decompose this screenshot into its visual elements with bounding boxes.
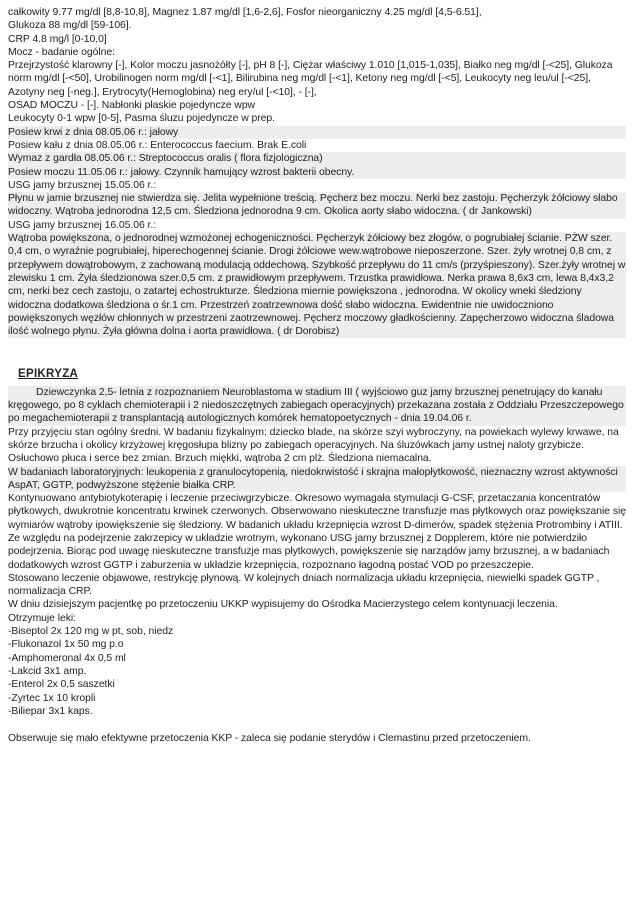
- epikryza-para-treatment: Kontynuowano antybiotykoterapię i leczenie przeciwgrzybicze. Okresowo wymagała stymulacji G-CSF, przetaczania koncentratów płytkowych, dwukrotnie koncentratu krwinek czerwonych. Obserwowano nieskuteczne transfuzje mas płytkowych oraz powiększanie się wymiarów wątroby ipowiększenie się śledziony. W badanich układu krzepnięcia wzrost D-dimerów, spadek stężenia Protrombiny i ATIII. Ze względu na podejrzenie zakrzepicy w układzie wrotnym, wykonano USG jamy brzusznej z Dopplerem, które nie potwierdziło podejrzenia. Biorąc pod uwagę nieskuteczne transfuzje mas płytkowych, powiększenie się narządów jamy brzusznej, a w badaniach dodatkowych wzrost GGTP i zaburzenia w układzie krzepnięcia, rozpoznano łagodną postać VOD po przeszczepie.: [8, 493, 626, 571]
- medication-item: -Zyrtec 1x 10 kropli: [8, 692, 96, 704]
- epikryza-para-symptomatic: Stosowano leczenie objawowe, restrykcję płynową. W kolejnych dniach normalizacja układu krzepnięcia, niewielki spadek GGTP , normalizacja CRP.: [8, 572, 600, 598]
- usg-heading-1: USG jamy brzusznej 15.05.06 r.:: [8, 179, 157, 191]
- medication-item: -Amphomeronal 4x 0,5 ml: [8, 652, 126, 664]
- usg-report-1: Płynu w jamie brzusznej nie stwierdza się. Jelita wypełnione treścią. Pęcherz bez moczu. Nerki bez zastoju. Pęcherzyk żółciowy słabo widoczny. Wątroba jednorodna 12,5 cm. Śledziona jednorodna 9 cm. Okolica aorty słabo widoczna. ( dr Jankowski): [8, 192, 626, 219]
- epikryza-para-labs: W badaniach laboratoryjnych: leukopenia z granulocytopenią, niedokrwistość i skrajna małopłytkowość, nieznaczny wzrost aktywności AspAT, GGTP, podwyższone stężenie białka CRP.: [8, 466, 626, 493]
- throat-swab: Wymaz z gardła 08.05.06 r.: Streptococcus oralis ( flora fizjologiczna): [8, 152, 626, 165]
- medication-item: -Biliepar 3x1 kaps.: [8, 705, 93, 717]
- medication-item: -Lakcid 3x1 amp.: [8, 665, 87, 677]
- usg-heading-2: USG jamy brzusznej 16.05.06 r.:: [8, 219, 157, 231]
- lab-line-crp: CRP 4.8 mg/l [0-10,0]: [8, 33, 107, 45]
- stool-culture: Posiew kału z dnia 08.05.06 r.: Enterococcus faecium. Brak E.coli: [8, 139, 307, 151]
- epikryza-para-admission: Przy przyjęciu stan ogólny średni. W badaniu fizykalnym: dziecko blade, na skórze szyi wybroczyny, na powiekach wylewy krwawe, na skórze brzucha i okolicy krzyżowej kręgosłupa blizny po zabiegach operacyjnych. Na śluzówkach jamy ustnej naloty grzybicze. Osłuchowo płuca i serce bez zmian. Brzuch miękki, wątroba 2 cm plż. Śledziona niemacalna.: [8, 426, 619, 465]
- medication-list: [8, 625, 626, 718]
- urine-culture: Posiew moczu 11.05.06 r.: jałowy. Czynnik hamujący wzrost bakterii obecny.: [8, 166, 626, 179]
- epikryza-para-intro: Dziewczynka 2,5- letnia z rozpoznaniem Neuroblastoma w stadium III ( wyjściowo guz jamy brzusznej penetrujący do kanału kręgowego, po 8 cyklach chemioterapii i 2 niedoszczętnych zabiegach operacyjnych) przekazana została z Oddziału Przeszczepowego po megachemioterapii z transplantacją autologicznych komórek hematopoetycznych - dnia 19.04.06 r.: [8, 386, 626, 426]
- medication-item: -Biseptol 2x 120 mg w pt, sob, niedz: [8, 626, 174, 638]
- blood-culture: Posiew krwi z dnia 08.05.06 r.: jałowy: [8, 126, 626, 139]
- urine-sediment: OSAD MOCZU - [-]. Nabłonki płaskie pojedyncze wpw: [8, 100, 256, 112]
- urine-leukocytes: Leukocyty 0-1 wpw [0-5], Pasma śluzu pojedyncze w prep.: [8, 113, 275, 125]
- lab-results: [8, 6, 626, 338]
- urine-results: Przejrzystość klarowny [-], Kolor moczu jasnożółty [-], pH 8 [-], Ciężar właściwy 1.010 [1,015-1,035], Białko neg mg/dl [-<25], Glukoza norm mg/dl [-<50], Urobilinogen norm mg/dl [-<1], Bilirubina neg mg/dl [-<1], Ketony neg mg/dl [-<5], Leukocyty neg leu/ul [-<25], Azotyny neg [-neg.], Erytrocyty(Hemoglobina) neg ery/ul [-<10], - [-],: [8, 60, 613, 98]
- epikryza-title: EPIKRYZA: [18, 368, 79, 381]
- epikryza-section: [8, 368, 626, 745]
- lab-line-glucose: Glukoza 88 mg/dl [59-106].: [8, 20, 132, 32]
- lab-line-electrolytes: całkowity 9.77 mg/dl [8,8-10,8], Magnez 1.87 mg/dl [1,6-2,6], Fosfor nieorganiczny 4.25 mg/dl [4,5-6.51],: [8, 7, 482, 18]
- epikryza-meds-heading: Otrzymuje leki:: [8, 612, 76, 624]
- epikryza-para-discharge: W dniu dzisiejszym pacjentkę po przetoczeniu UKKP wypisujemy do Ośrodka Macierzystego celem kontynuacji leczenia.: [8, 599, 558, 611]
- closing-remark: Obserwuje się mało efektywne przetoczenia KKP - zaleca się podanie sterydów i Clemastinu przed przetoczeniem.: [8, 733, 531, 745]
- urine-heading: Mocz - badanie ogólne:: [8, 46, 115, 58]
- medication-item: -Enterol 2x 0,5 saszetki: [8, 679, 115, 691]
- usg-report-2: Wątroba powiększona, o jednorodnej wzmożonej echogeniczności. Pęcherzyk żółciowy bez złogów, o pogrubiałej ścianie. PŻW szer. 0,4 cm, o wyraźnie pogrubiałej, hiperechogennej ścianie. Drogi żółciowe wew.wątrobowe nieposzerzone. Szer. żyły wrotnej 0,8 cm, z przepływem dowątrobowym, z zachowaną modulacją oddechową. Szybkość przepływu do 11 cm/s (przyśpieszony). Szer.żyły wrotnej w zlewisku 1 cm. Żyła śledzionowa szer.0,5 cm. z prawidłowym przepływem. Trzustka prawidłowa. Nerka prawa 8,6x3 cm, lewa 8,4x3,2 cm, nerki bez cech zastoju, o zatartej echostrukturze. Śledziona miernie powiększona , jednorodna. W okolicy wneki śledziony widoczna dodatkowa śledziona o śr.1 cm. Przestrzeń zoatrzewnowa dość słabo widoczna. Ewidentnie nie uwidoczniono powiększonych węzłów chłonnych w przestrzeni zaotrzewnowej. Pęcherz moczowy gładkościenny. Zapęcherzowo widoczna śladowa ilość wolnego płynu. Żyła główna dolna i aorta prawidłowa. ( dr Dorobisz): [8, 233, 626, 338]
- medication-item: -Flukonazol 1x 50 mg p.o: [8, 639, 124, 651]
